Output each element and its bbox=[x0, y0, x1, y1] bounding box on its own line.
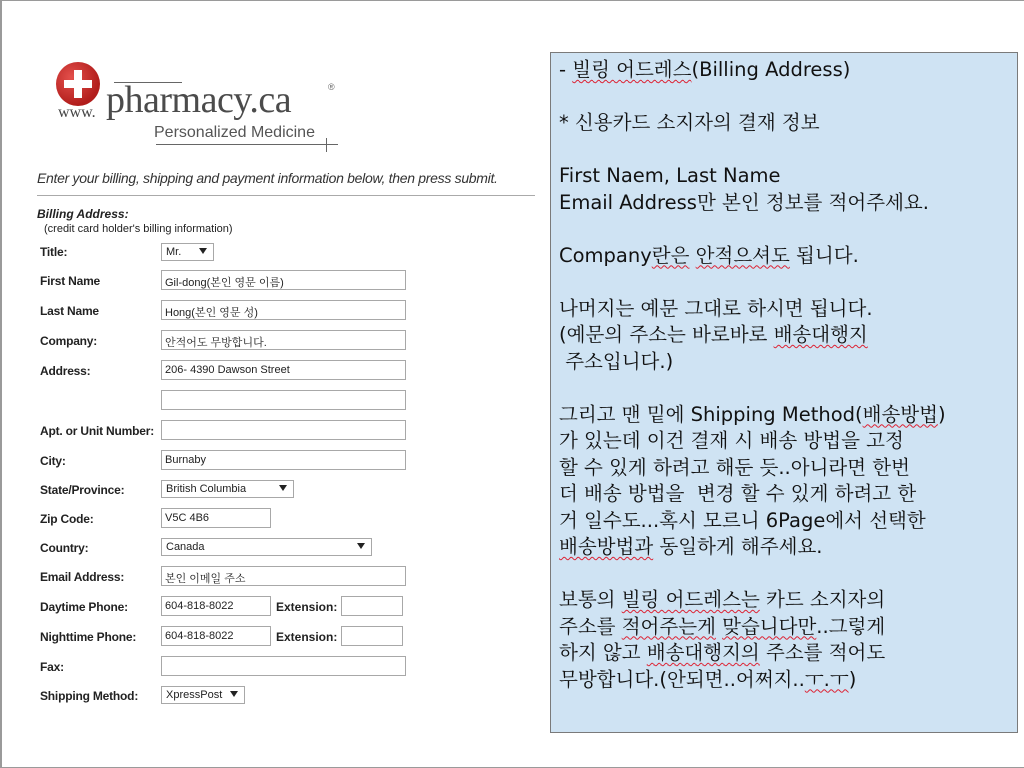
first-name-label: First Name bbox=[40, 274, 101, 288]
apt-input[interactable] bbox=[161, 420, 406, 440]
logo-name: pharmacy.ca bbox=[106, 79, 292, 121]
title-label: Title: bbox=[40, 245, 68, 259]
form-instruction: Enter your billing, shipping and payment information below, then press submit. bbox=[37, 170, 498, 186]
logo-www: www. bbox=[58, 104, 96, 121]
apt-label: Apt. or Unit Number: bbox=[40, 424, 154, 438]
daytime-phone-input[interactable]: 604-818-8022 bbox=[161, 596, 271, 616]
note-line: (예문의 주소는 바로바로 배송대행지 bbox=[559, 323, 868, 346]
note-line: * 신용카드 소지자의 결재 정보 bbox=[559, 111, 820, 134]
nighttime-extension-input[interactable] bbox=[341, 626, 403, 646]
note-line: 주소입니다.) bbox=[559, 349, 674, 373]
shipping-method-select-value: XpressPost bbox=[166, 689, 223, 701]
daytime-extension-label: Extension: bbox=[276, 600, 338, 614]
first-name-input[interactable]: Gil-dong(본인 영문 이름) bbox=[161, 270, 406, 290]
address-line2-input[interactable] bbox=[161, 390, 406, 410]
note-line: 할 수 있게 하려고 해둔 듯..아니라면 한번 bbox=[559, 455, 910, 479]
last-name-label: Last Name bbox=[40, 304, 99, 318]
company-label: Company: bbox=[40, 334, 98, 348]
last-name-input[interactable]: Hong(본인 영문 성) bbox=[161, 300, 406, 320]
daytime-phone-label: Daytime Phone: bbox=[40, 600, 128, 614]
dropdown-arrow-icon bbox=[199, 248, 207, 254]
nighttime-phone-input[interactable]: 604-818-8022 bbox=[161, 626, 271, 646]
note-line: 주소를 적어주는게 맞습니다만..그렇게 bbox=[559, 614, 886, 638]
note-line: 하지 않고 배송대행지의 주소를 적어도 bbox=[559, 641, 886, 664]
email-input[interactable]: 본인 이메일 주소 bbox=[161, 566, 406, 586]
logo-tick bbox=[326, 138, 327, 152]
zip-input[interactable]: V5C 4B6 bbox=[161, 508, 271, 528]
dropdown-arrow-icon bbox=[230, 691, 238, 697]
note-line: 가 있는데 이건 결재 시 배송 방법을 고정 bbox=[559, 429, 904, 452]
instruction-note-panel bbox=[550, 52, 1018, 733]
note-line: 그리고 맨 밑에 Shipping Method(배송방법) bbox=[559, 402, 946, 426]
logo-underline bbox=[156, 144, 338, 145]
nighttime-phone-label: Nighttime Phone: bbox=[40, 630, 137, 644]
note-line: 거 일수도...혹시 모르니 6Page에서 선택한 bbox=[559, 508, 926, 532]
pharmacy-logo[interactable] bbox=[56, 60, 356, 160]
email-label: Email Address: bbox=[40, 570, 125, 584]
note-line: 나머지는 예문 그대로 하시면 됩니다. bbox=[559, 296, 873, 320]
note-line: 보통의 빌링 어드레스는 카드 소지자의 bbox=[559, 588, 886, 611]
title-select[interactable] bbox=[161, 243, 214, 261]
note-line: 배송방법과 동일하게 해주세요. bbox=[559, 535, 823, 558]
dropdown-arrow-icon bbox=[279, 485, 287, 491]
company-input[interactable]: 안적어도 무방합니다. bbox=[161, 330, 406, 350]
note-line: - 빌링 어드레스(Billing Address) bbox=[559, 58, 851, 81]
registered-mark: ® bbox=[328, 82, 335, 92]
state-label: State/Province: bbox=[40, 483, 125, 497]
city-input[interactable]: Burnaby bbox=[161, 450, 406, 470]
country-label: Country: bbox=[40, 541, 89, 555]
address-label: Address: bbox=[40, 364, 91, 378]
billing-address-heading: Billing Address: bbox=[37, 207, 129, 221]
note-line: 더 배송 방법을 변경 할 수 있게 하려고 한 bbox=[559, 482, 917, 505]
note-line: Company란은 안적으셔도 됩니다. bbox=[559, 243, 859, 267]
state-select-value: British Columbia bbox=[166, 483, 247, 495]
shipping-method-select[interactable] bbox=[161, 686, 245, 704]
billing-address-subheading: (credit card holder's billing information) bbox=[44, 223, 233, 235]
divider bbox=[37, 195, 535, 196]
logo-tagline: Personalized Medicine bbox=[154, 124, 315, 141]
country-select[interactable] bbox=[161, 538, 372, 556]
daytime-extension-input[interactable] bbox=[341, 596, 403, 616]
state-select[interactable] bbox=[161, 480, 294, 498]
medical-cross-icon bbox=[56, 62, 100, 106]
note-line: 무방합니다.(안되면..어쩌지..ㅜ.ㅜ) bbox=[559, 667, 857, 691]
nighttime-extension-label: Extension: bbox=[276, 630, 338, 644]
country-select-value: Canada bbox=[166, 541, 205, 553]
address-input[interactable]: 206- 4390 Dawson Street bbox=[161, 360, 406, 380]
note-line: First Naem, Last Name bbox=[559, 164, 781, 187]
note-line: Email Address만 본인 정보를 적어주세요. bbox=[559, 190, 929, 214]
city-label: City: bbox=[40, 454, 66, 468]
shipping-method-label: Shipping Method: bbox=[40, 689, 139, 703]
fax-label: Fax: bbox=[40, 660, 64, 674]
fax-input[interactable] bbox=[161, 656, 406, 676]
dropdown-arrow-icon bbox=[357, 543, 365, 549]
title-select-value: Mr. bbox=[166, 246, 182, 258]
zip-label: Zip Code: bbox=[40, 512, 94, 526]
